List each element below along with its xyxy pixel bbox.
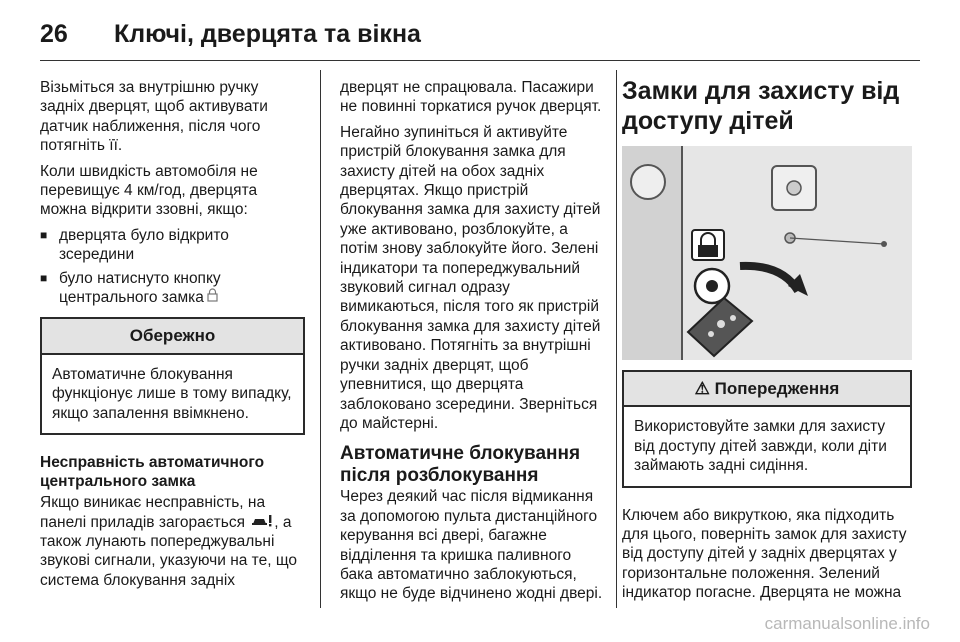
section-heading-auto-lock: Автоматичне блокування після розблокування <box>340 443 581 487</box>
paragraph-fault <box>40 493 305 590</box>
caution-text: Автоматичне блокування функціонує лише в тому випадку, якщо запалення ввімкнено. <box>52 365 292 422</box>
car-warning-icon <box>252 513 274 532</box>
paragraph-child-lock: Ключем або викруткою, яка підходить для цього, поверніть замок для захисту від доступу дітей у задніх дверцятах у горизонтальне положення. Зелений індикатор погасне. Дверцята не можна <box>622 506 907 602</box>
column-2 <box>340 78 605 610</box>
paragraph-continued: дверцят не спрацювала. Пасажири не повинні торкатися ручок дверцят. <box>340 79 602 116</box>
warning-icon: ⚠ <box>694 379 710 398</box>
list-item-text: дверцята було відкрито зсередини <box>59 226 229 264</box>
caution-title: Обережно <box>42 319 303 354</box>
warning-box <box>622 370 912 488</box>
lock-icon <box>207 288 218 307</box>
paragraph-fault-text-2: а також лунають попереджувальні звукові сигнали, указуючи на те, що система блокування задніх <box>40 513 298 589</box>
section-heading-fault: Несправність автоматичного центрального замка <box>40 454 265 491</box>
list-item <box>40 226 305 265</box>
section-heading-child-locks: Замки для захисту від доступу дітей <box>622 77 900 135</box>
condition-list <box>40 226 305 308</box>
warning-header <box>624 372 910 407</box>
comma: , <box>274 513 279 531</box>
paragraph-handle: Візьміться за внутрішню ручку задніх дверцят, щоб активувати датчик наближення, після чого потягніть її. <box>40 79 268 155</box>
column-divider-2 <box>616 70 617 608</box>
paragraph-auto-lock: Через деякий час після відмикання за допомогою пульта дистанційного керування всі двері, багажне відділення та кришка паливного бака автоматично заблокуються, якщо не буде відчинено жодні двері. <box>340 488 603 603</box>
column-1 <box>40 78 305 596</box>
column-3 <box>622 78 912 609</box>
page-header <box>40 14 920 54</box>
list-item <box>40 269 305 308</box>
header-divider <box>40 60 920 61</box>
page-title: Ключі, дверцята та вікна <box>114 19 421 48</box>
caution-box <box>40 317 305 435</box>
child-lock-illustration <box>622 146 912 360</box>
paragraph-fault-text: Якщо виникає несправність, на панелі приладів загорається <box>40 494 266 531</box>
page-number: 26 <box>40 19 68 48</box>
paragraph-instructions: Негайно зупиніться й активуйте пристрій блокування замка для захисту дітей на обох задніх дверцятах. Якщо пристрій блокування замка для захисту дітей уже активовано, розблокуйте, а потім знову заблокуйте його. Зелені індикатори та попереджувальний звуковий сигнал одразу вимикаються, після того як пристрій блокування замка для захисту дітей активовано. Потягніть за внутрішні ручки задніх дверцят, щоб упевнитися, що дверцята заблоковано зсередини. Зверніться до майстерні. <box>340 123 601 432</box>
list-item-text: було натиснуто кнопку центрального замка <box>59 269 221 307</box>
paragraph-speed: Коли швидкість автомобіля не перевищує 4 км/год, дверцята можна відкрити ззовні, якщо: <box>40 162 258 219</box>
watermark: carmanualsonline.info <box>764 614 930 633</box>
column-divider-1 <box>320 70 321 608</box>
warning-text: Використовуйте замки для захисту від доступу дітей завжди, коли діти займають задні сидіння. <box>634 418 887 475</box>
warning-title: Попередження <box>714 379 840 398</box>
